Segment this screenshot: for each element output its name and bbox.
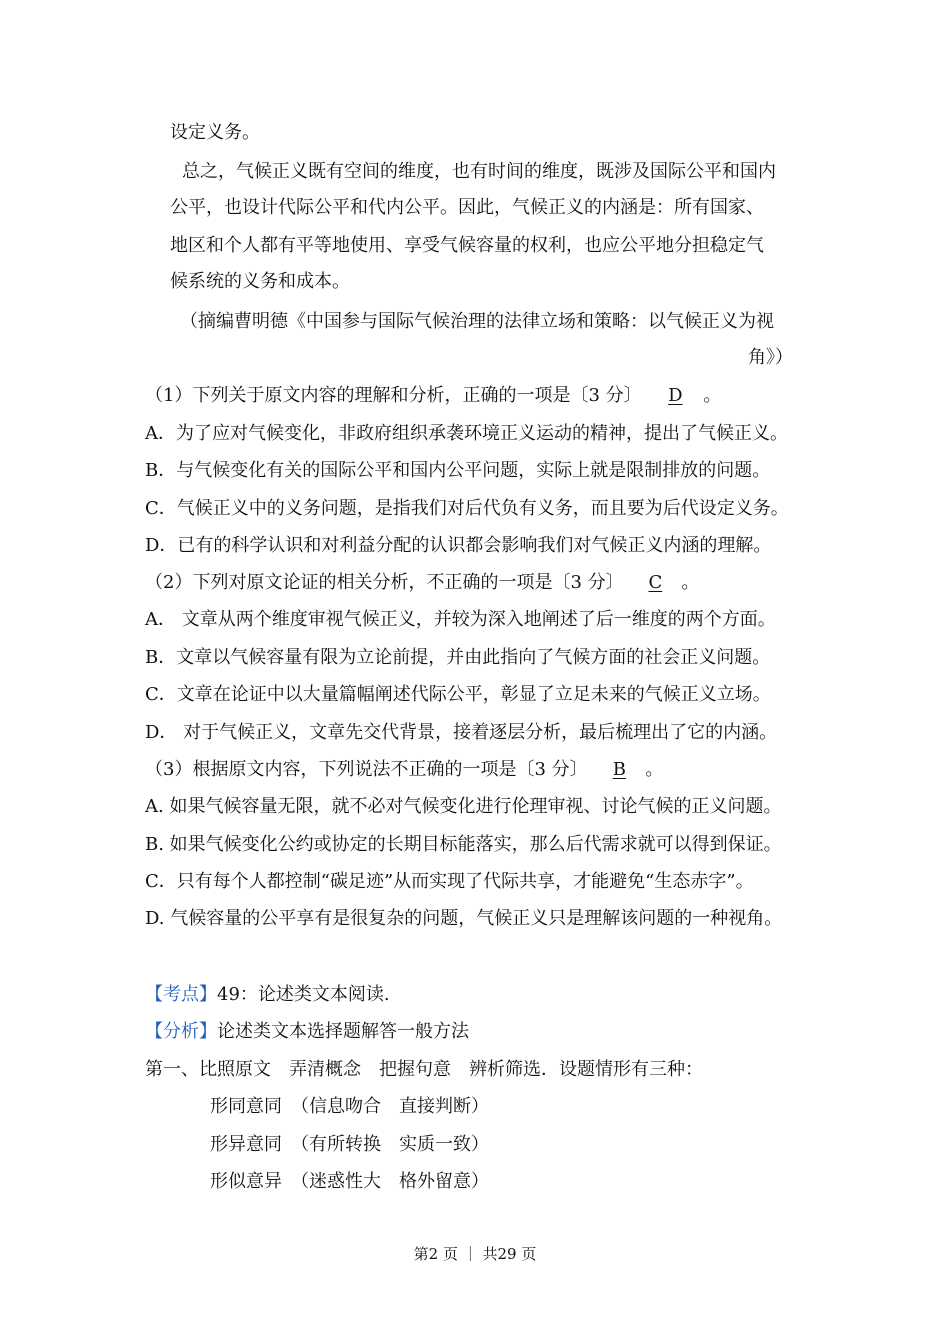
stem-end: 。	[645, 759, 664, 780]
option-b: B. 如果气候变化公约或协定的长期目标能落实，那么后代需求就可以得到保证。	[145, 834, 782, 855]
passage-line: 总之，气候正义既有空间的维度，也有时间的维度，既涉及国际公平和国内	[182, 161, 776, 182]
kaodian-tag: 【考点】	[145, 984, 217, 1005]
kaodian-text: 49：论述类文本阅读.	[217, 984, 390, 1005]
option-c: C．只有每个人都控制“碳足迹”从而实现了代际共享，才能避免“生态赤字”。	[145, 871, 754, 892]
option-d: D. 气候容量的公平享有是很复杂的问题，气候正义只是理解该问题的一种视角。	[145, 908, 783, 929]
page-footer: 第2 页 ｜ 共29 页	[413, 1245, 537, 1263]
case-line: 形似意异 （迷惑性大 格外留意）	[210, 1171, 489, 1192]
fenxi-text: 论述类文本选择题解答一般方法	[217, 1021, 469, 1042]
stem-end: 。	[703, 385, 722, 406]
passage-line: 设定义务。	[170, 122, 260, 143]
case-line: 形同意同 （信息吻合 直接判断）	[210, 1096, 489, 1117]
kaodian-line	[145, 983, 390, 1007]
option-b: B．与气候变化有关的国际公平和国内公平问题，实际上就是限制排放的问题。	[145, 460, 771, 481]
question-stem-text: （1）下列关于原文内容的理解和分析，正确的一项是〔3 分〕	[145, 385, 642, 406]
option-a: A. 如果气候容量无限，就不必对气候变化进行伦理审视、讨论气候的正义问题。	[145, 796, 782, 817]
question-stem-text: （3）根据原文内容，下列说法不正确的一项是〔3 分〕	[145, 759, 588, 780]
answer-blank: B	[612, 759, 626, 780]
option-c: C．气候正义中的义务问题，是指我们对后代负有义务，而且要为后代设定义务。	[145, 498, 789, 519]
option-b: B．文章以气候容量有限为立论前提，并由此指向了气候方面的社会正义问题。	[145, 647, 771, 668]
method-first-line: 第一、比照原文 弄清概念 把握句意 辨析筛选．设题情形有三种：	[145, 1059, 703, 1080]
fenxi-tag: 【分析】	[145, 1021, 217, 1042]
answer-blank: D	[668, 385, 683, 406]
option-d: D．已有的科学认识和对利益分配的认识都会影响我们对气候正义内涵的理解。	[145, 535, 772, 556]
question-stem	[145, 758, 663, 782]
fenxi-line	[145, 1020, 469, 1044]
citation-line: 角》）	[748, 347, 793, 368]
answer-blank: C	[648, 572, 663, 593]
passage-line: 公平，也设计代际公平和代内公平。因此，气候正义的内涵是：所有国家、	[170, 197, 764, 218]
case-line: 形异意同 （有所转换 实质一致）	[210, 1134, 489, 1155]
citation-line: （摘编曹明德《中国参与国际气候治理的法律立场和策略：以气候正义为视	[180, 311, 774, 332]
passage-line: 地区和个人都有平等地使用、享受气候容量的权利，也应公平地分担稳定气	[170, 235, 764, 256]
option-a: A． 文章从两个维度审视气候正义，并较为深入地阐述了后一维度的两个方面。	[145, 609, 776, 630]
question-stem	[145, 571, 699, 595]
option-a: A．为了应对气候变化，非政府组织承袭环境正义运动的精神，提出了气候正义。	[145, 423, 788, 444]
passage-line: 候系统的义务和成本。	[170, 271, 350, 292]
option-d: D． 对于气候正义，文章先交代背景，接着逐层分析，最后梳理出了它的内涵。	[145, 722, 778, 743]
stem-end: 。	[681, 572, 700, 593]
option-c: C．文章在论证中以大量篇幅阐述代际公平，彰显了立足未来的气候正义立场。	[145, 684, 771, 705]
question-stem	[145, 384, 721, 408]
question-stem-text: （2）下列对原文论证的相关分析，不正确的一项是〔3 分〕	[145, 572, 624, 593]
